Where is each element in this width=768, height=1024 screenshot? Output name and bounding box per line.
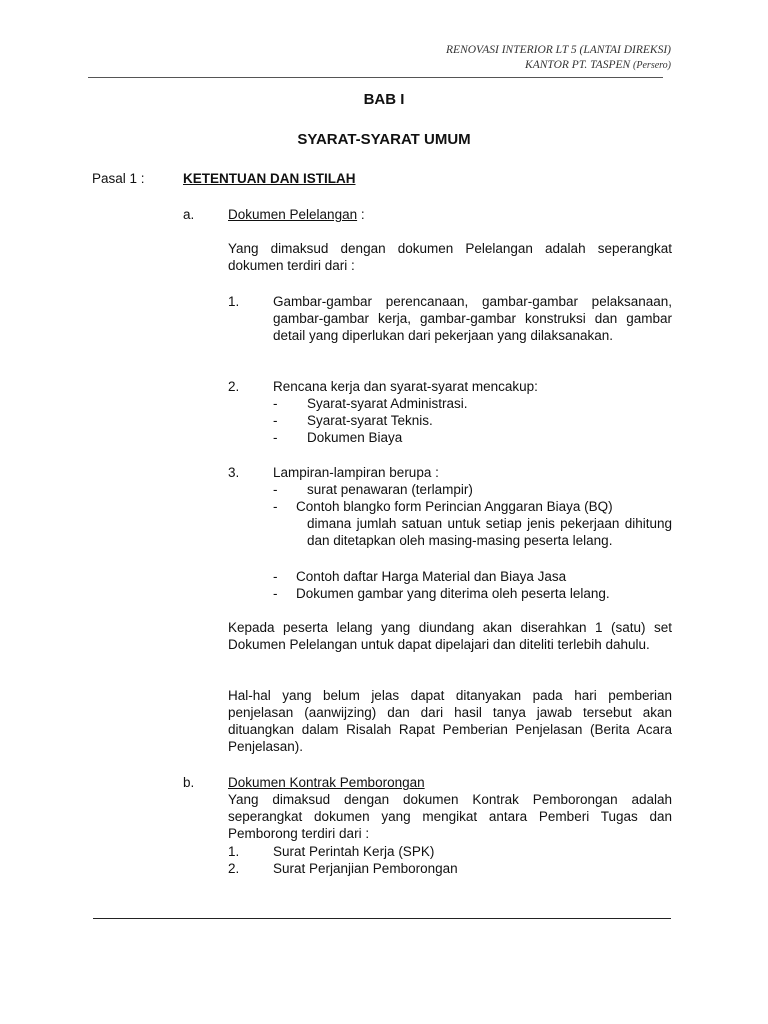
header-company-suffix: (Persero) [633,60,671,71]
item-3-dash-1: - [273,482,278,497]
item-3-dash-4: - [273,586,278,601]
item-2-number: 2. [228,379,240,394]
item-2-dash-2: - [273,413,278,428]
item-1-number: 1. [228,294,240,309]
item-3-dash-3: - [273,569,278,584]
chapter-heading: BAB I [363,91,405,108]
section-a-intro: Yang dimaksud dengan dokumen Pelelangan adalah seperangkat dokumen terdiri dari : [228,241,672,273]
item-2-text: Rencana kerja dan syarat-syarat mencakup: [273,379,538,394]
section-a-letter: a. [183,207,195,222]
item-2-dash-1: - [273,396,278,411]
section-b-item-1-number: 1. [228,844,240,859]
section-a-paragraph-1: Kepada peserta lelang yang diundang akan diserahkan 1 (satu) set Dokumen Pelelangan untuk dapat dipelajari dan diteliti terlebih dahulu. [228,620,672,652]
item-1-text: Gambar-gambar perencanaan, gambar-gambar pelaksanaan, gambar-gambar kerja, gambar-gambar konstruksi dan gambar detail yang diperlukan dari pekerjaan yang dilaksanakan. [273,294,672,343]
chapter-title: SYARAT-SYARAT UMUM [297,131,471,148]
item-3-bullet-2: Contoh blangko form Perincian Anggaran Biaya (BQ) dimana jumlah satuan untuk setiap jenis pekerjaan dihitung dan ditetapkan oleh masing-masing peserta lelang. [296,499,672,548]
item-2-bullet-3: Dokumen Biaya [307,430,403,445]
item-3-bullet-2-continued: dimana jumlah satuan untuk setiap jenis pekerjaan dihitung dan ditetapkan oleh masing-masing peserta lelang. [307,516,672,548]
header-rule [88,77,663,78]
section-b-intro: Yang dimaksud dengan dokumen Kontrak Pemborongan adalah seperangkat dokumen yang mengikat antara Pemberi Tugas dan Pemborong terdiri dari : [228,792,672,841]
pasal-label: Pasal 1 : [92,171,145,186]
section-a-heading: Dokumen Pelelangan : [228,207,365,222]
section-b-heading: Dokumen Kontrak Pemborongan [228,775,425,790]
pasal-title: KETENTUAN DAN ISTILAH [183,171,356,186]
section-a-paragraph-2: Hal-hal yang belum jelas dapat ditanyakan pada hari pemberian penjelasan (aanwijzing) dan dari hasil tanya jawab tersebut akan dituangkan dalam Risalah Rapat Pemberian Penjelasan (Berita Acara Penjelasan). [228,688,672,754]
section-b-item-2-text: Surat Perjanjian Pemborongan [273,861,458,876]
item-2-bullet-1: Syarat-syarat Administrasi. [307,396,468,411]
section-b-item-1-text: Surat Perintah Kerja (SPK) [273,844,435,859]
section-b-letter: b. [183,775,195,790]
header-project-line: RENOVASI INTERIOR LT 5 (LANTAI DIREKSI) [446,44,671,56]
header-company-line: KANTOR PT. TASPEN (Persero) [525,59,671,71]
item-3-text: Lampiran-lampiran berupa : [273,465,439,480]
item-2-bullet-2: Syarat-syarat Teknis. [307,413,433,428]
item-3-bullet-3: Contoh daftar Harga Material dan Biaya Jasa [296,569,567,584]
section-b-item-2-number: 2. [228,861,240,876]
item-3-bullet-1: surat penawaran (terlampir) [307,482,473,497]
footer-rule [93,918,671,919]
running-header [446,43,671,73]
item-2-dash-3: - [273,430,278,445]
item-3-dash-2: - [273,499,278,514]
item-3-bullet-4: Dokumen gambar yang diterima oleh peserta lelang. [296,586,610,601]
item-3-number: 3. [228,465,240,480]
